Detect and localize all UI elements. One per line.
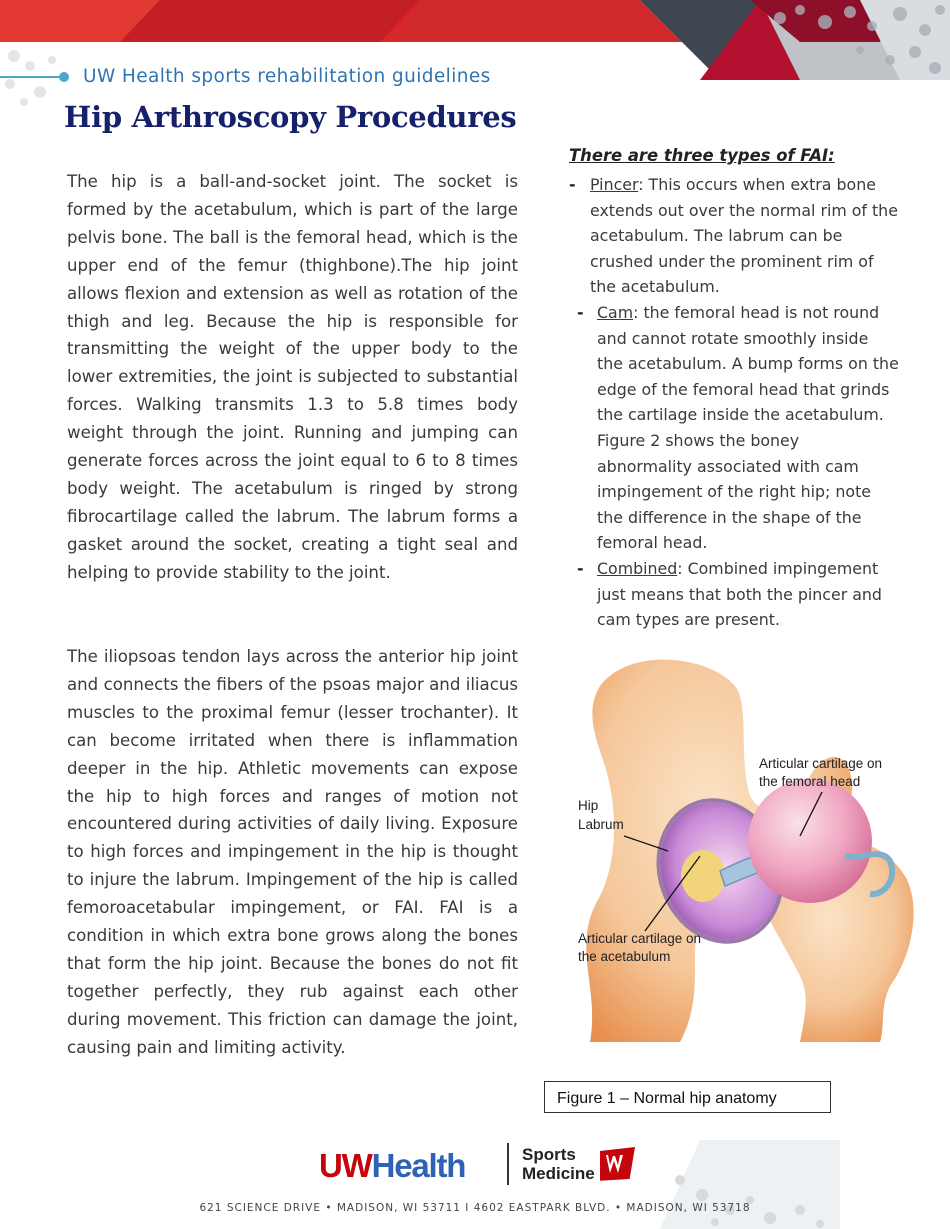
cartilage-patch: [681, 850, 725, 902]
fai-term-combined: Combined: [597, 558, 678, 578]
fai-term-pincer: Pincer: [590, 175, 639, 194]
bullet-marker: -: [577, 302, 584, 322]
sports-medicine-logo: [522, 1145, 595, 1183]
hip-anatomy-figure: [560, 646, 922, 1042]
bullet-marker: -: [577, 558, 584, 578]
fai-heading-text: There are three types of FAI: [569, 146, 829, 165]
uw-motion-w-logo-icon: [600, 1147, 635, 1181]
series-accent-line: [0, 76, 62, 78]
femoral-head: [748, 779, 872, 903]
label-hip-labrum-1: Hip: [578, 798, 599, 813]
bullet-marker: -: [569, 175, 576, 194]
logo-divider: [507, 1143, 509, 1185]
header-banner: [0, 0, 950, 110]
body-paragraph-2: The iliopsoas tendon lays across the anterior hip joint and connects the fibers of the psoas major and iliacus muscles to the proximal femur (lesser trochanter). It can become irritated when there is inflammation deeper in the hip. Athletic movements can expose the hip to high forces and ranges of motion not encountered during activities of daily living. Exposure to high forces and impingement in the hip is thought to injure the labrum. Impingement of the hip is called femoroacetabular impingement, or FAI. FAI is a condition in which extra bone grows along the bones that form the hip joint. Because the bones do not fit together perfectly, they rub against each other during movement. This friction can damage the joint, causing pain and limiting activity.: [67, 647, 518, 1057]
label-femoral-cartilage-1: Articular cartilage on: [759, 756, 883, 771]
label-acetabulum-cartilage-2: the acetabulum: [578, 949, 671, 964]
label-femoral-cartilage-2: the femoral head: [759, 774, 861, 789]
figure-caption: Figure 1 – Normal hip anatomy: [544, 1081, 831, 1113]
series-title: UW Health sports rehabilitation guidelines: [83, 66, 491, 87]
page-title: Hip Arthroscopy Procedures: [64, 100, 517, 134]
fai-heading-colon: :: [828, 146, 835, 165]
series-accent-dot: [59, 72, 69, 82]
logo-sports-line1: Sports: [522, 1145, 576, 1164]
body-paragraph-1: The hip is a ball-and-socket joint. The socket is formed by the acetabulum, which is part of the large pelvis bone. The ball is the femoral head, which is the upper end of the femur (thighbone).The hip joint allows flexion and extension as well as rotation of the thigh and leg. Because the hip is responsible for transmitting the weight of the upper body to the lower extremities, the joint is subjected to substantial forces. Walking transmits 1.3 to 5.8 times body weight through the joint. Running and jumping can generate forces across the joint equal to 6 to 8 times body weight. The acetabulum is ringed by strong fibrocartilage called the labrum. The labrum forms a gasket around the socket, creating a tight seal and helping to provide stability to the joint.: [67, 172, 518, 582]
label-acetabulum-cartilage-1: Articular cartilage on: [578, 931, 702, 946]
fai-desc-cam: : the femoral head is not round and cannot rotate smoothly inside the acetabulum. A bump forms on the edge of the femoral head that grinds the cartilage inside the acetabulum. Figure 2 shows the boney abnormality associated with cam impingement of the right hip; note the difference in the shape of the femoral head.: [597, 302, 899, 553]
fai-heading: [569, 146, 835, 165]
fai-item-cam: [569, 300, 899, 556]
fai-item-pincer: [569, 172, 899, 300]
fai-type-list: [569, 172, 899, 633]
fai-term-cam: Cam: [597, 302, 634, 322]
fai-desc-pincer: : This occurs when extra bone extends out over the normal rim of the acetabulum. The labrum can be crushed under the prominent rim of the acetabulum.: [590, 175, 898, 297]
logo-sports-line2: Medicine: [522, 1164, 595, 1183]
fai-desc-combined: : Combined impingement just means that both the pincer and cam types are present.: [597, 558, 882, 630]
logo-uw-text: UW: [319, 1147, 372, 1184]
uw-health-logo: [319, 1146, 465, 1186]
label-hip-labrum-2: Labrum: [578, 817, 624, 832]
footer-pattern: [640, 1140, 840, 1229]
logo-health-text: Health: [371, 1147, 466, 1184]
fai-item-combined: [569, 556, 899, 633]
footer-address: 621 SCIENCE DRIVE • MADISON, WI 53711 I 4602 EASTPARK BLVD. • MADISON, WI 53718: [199, 1202, 751, 1214]
